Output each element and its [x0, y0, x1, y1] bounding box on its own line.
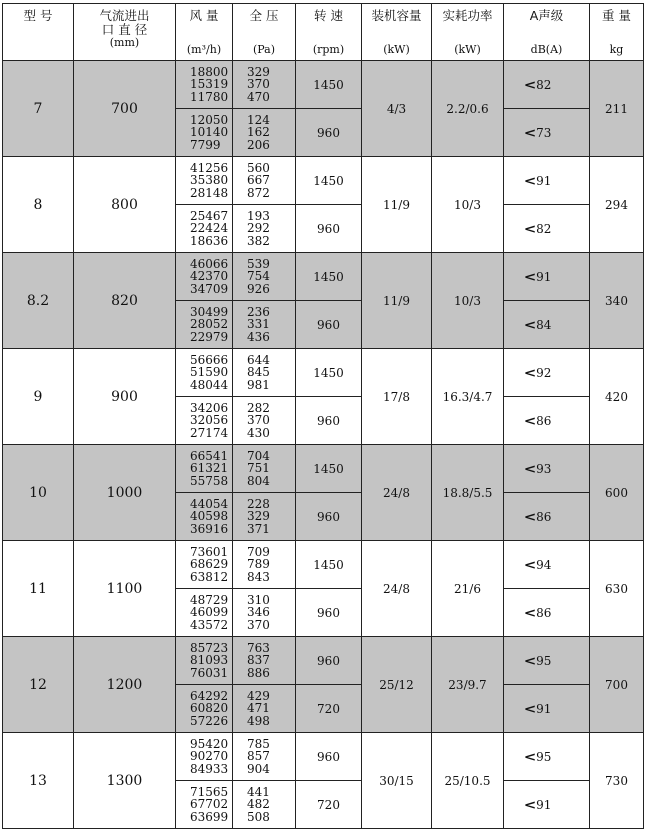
weight-cell: 730: [590, 733, 644, 829]
pressure-cell-value: 482: [247, 797, 270, 812]
flow-cell-value: 44054: [190, 496, 229, 511]
model-group: [3, 157, 644, 253]
capacity-cell: 4/3: [362, 61, 432, 157]
noise-value: 73: [536, 125, 552, 140]
diameter-cell: 820: [74, 253, 176, 349]
speed-cell: 1450: [296, 541, 362, 589]
noise-cell: [504, 109, 590, 157]
noise-value: 86: [536, 605, 552, 620]
pressure-cell-value: 845: [247, 365, 270, 380]
pressure-cell: [233, 589, 296, 637]
flow-cell-value: 76031: [190, 665, 229, 680]
diameter-cell: 700: [74, 61, 176, 157]
power-cell: 10/3: [432, 253, 504, 349]
speed-cell: 1450: [296, 253, 362, 301]
flow-cell: [176, 349, 233, 397]
table-row: [3, 157, 644, 205]
noise-value: 94: [536, 557, 552, 572]
flow-cell-value: 84933: [190, 761, 229, 776]
pressure-cell-value: 441: [247, 784, 270, 799]
pressure-cell-value: 837: [247, 653, 270, 668]
capacity-cell: 25/12: [362, 637, 432, 733]
noise-value: 86: [536, 509, 552, 524]
speed-cell: 960: [296, 589, 362, 637]
noise-cell: [504, 61, 590, 109]
pressure-cell-value: 804: [247, 473, 270, 488]
model-cell: 11: [3, 541, 74, 637]
pressure-cell: [233, 109, 296, 157]
flow-cell-value: 15319: [190, 77, 229, 92]
speed-cell: 960: [296, 493, 362, 541]
fan-spec-table: [2, 3, 644, 829]
less-than-symbol: <: [523, 221, 537, 236]
less-than-symbol: <: [523, 605, 537, 620]
capacity-cell: 24/8: [362, 445, 432, 541]
flow-cell: [176, 637, 233, 685]
speed-cell: 960: [296, 637, 362, 685]
flow-cell: [176, 253, 233, 301]
diameter-cell: 1100: [74, 541, 176, 637]
flow-cell-value: 43572: [190, 617, 229, 632]
pressure-cell: [233, 157, 296, 205]
power-cell: 10/3: [432, 157, 504, 253]
flow-cell-value: 55758: [190, 473, 229, 488]
model-cell: 7: [3, 61, 74, 157]
pressure-cell-value: 310: [247, 592, 270, 607]
less-than-symbol: <: [523, 365, 537, 380]
pressure-cell-value: 282: [247, 400, 270, 415]
noise-cell: [504, 541, 590, 589]
flow-cell-value: 27174: [190, 425, 229, 440]
pressure-cell-value: 329: [247, 509, 270, 524]
flow-cell-value: 30499: [190, 304, 229, 319]
weight-cell: 630: [590, 541, 644, 637]
less-than-symbol: <: [523, 701, 537, 716]
model-cell: 8: [3, 157, 74, 253]
header-speed: 转 速 (rpm): [296, 4, 362, 61]
pressure-cell-value: 508: [247, 809, 270, 824]
noise-value: 86: [536, 413, 552, 428]
noise-cell: [504, 733, 590, 781]
table-row: [3, 253, 644, 301]
flow-cell-value: 41256: [190, 160, 229, 175]
flow-cell-value: 51590: [190, 365, 229, 380]
model-group: [3, 349, 644, 445]
pressure-cell-value: 371: [247, 521, 270, 536]
capacity-cell: 30/15: [362, 733, 432, 829]
less-than-symbol: <: [523, 413, 537, 428]
pressure-cell: [233, 685, 296, 733]
diameter-cell: 800: [74, 157, 176, 253]
flow-cell-value: 36916: [190, 521, 229, 536]
speed-cell: 960: [296, 205, 362, 253]
pressure-cell-value: 872: [247, 185, 270, 200]
less-than-symbol: <: [523, 509, 537, 524]
weight-cell: 294: [590, 157, 644, 253]
header-diameter: 气流进出 口 直 径 (mm): [74, 4, 176, 61]
pressure-cell-value: 498: [247, 713, 270, 728]
flow-cell-value: 7799: [190, 137, 221, 152]
flow-cell-value: 40598: [190, 509, 229, 524]
flow-cell: [176, 445, 233, 493]
noise-value: 92: [536, 365, 552, 380]
speed-cell: 720: [296, 781, 362, 829]
flow-cell-value: 48044: [190, 377, 229, 392]
flow-cell-value: 48729: [190, 592, 229, 607]
noise-cell: [504, 637, 590, 685]
flow-cell-value: 11780: [190, 89, 229, 104]
noise-value: 91: [536, 701, 552, 716]
pressure-cell-value: 228: [247, 496, 270, 511]
flow-cell-value: 67702: [190, 797, 229, 812]
flow-cell-value: 71565: [190, 784, 229, 799]
model-group: [3, 253, 644, 349]
flow-cell: [176, 685, 233, 733]
model-group: [3, 541, 644, 637]
pressure-cell: [233, 445, 296, 493]
table-row: [3, 61, 644, 109]
pressure-cell-value: 346: [247, 605, 270, 620]
flow-cell-value: 90270: [190, 749, 229, 764]
flow-cell: [176, 157, 233, 205]
diameter-cell: 1200: [74, 637, 176, 733]
pressure-cell: [233, 733, 296, 781]
pressure-cell-value: 124: [247, 112, 270, 127]
weight-cell: 211: [590, 61, 644, 157]
noise-value: 93: [536, 461, 552, 476]
model-cell: 9: [3, 349, 74, 445]
diameter-cell: 1300: [74, 733, 176, 829]
model-group: [3, 733, 644, 829]
speed-cell: 960: [296, 733, 362, 781]
pressure-cell-value: 370: [247, 617, 270, 632]
noise-cell: [504, 685, 590, 733]
pressure-cell-value: 981: [247, 377, 270, 392]
pressure-cell: [233, 781, 296, 829]
capacity-cell: 11/9: [362, 253, 432, 349]
noise-cell: [504, 445, 590, 493]
speed-cell: 1450: [296, 445, 362, 493]
model-group: [3, 445, 644, 541]
diameter-cell: 900: [74, 349, 176, 445]
noise-cell: [504, 781, 590, 829]
pressure-cell-value: 560: [247, 160, 270, 175]
header-power: 实耗功率 (kW): [432, 4, 504, 61]
model-cell: 12: [3, 637, 74, 733]
flow-cell-value: 34206: [190, 400, 229, 415]
table-row: [3, 637, 644, 685]
flow-cell-value: 68629: [190, 557, 229, 572]
flow-cell: [176, 733, 233, 781]
pressure-cell-value: 382: [247, 233, 270, 248]
diameter-cell: 1000: [74, 445, 176, 541]
header-capacity: 装机容量 (kW): [362, 4, 432, 61]
flow-cell-value: 22979: [190, 329, 229, 344]
pressure-cell: [233, 301, 296, 349]
pressure-cell-value: 429: [247, 688, 270, 703]
speed-cell: 960: [296, 397, 362, 445]
flow-cell: [176, 301, 233, 349]
power-cell: 2.2/0.6: [432, 61, 504, 157]
pressure-cell: [233, 349, 296, 397]
speed-cell: 1450: [296, 157, 362, 205]
noise-cell: [504, 157, 590, 205]
pressure-cell-value: 236: [247, 304, 270, 319]
pressure-cell-value: 471: [247, 701, 270, 716]
flow-cell-value: 28052: [190, 317, 229, 332]
flow-cell-value: 42370: [190, 269, 229, 284]
table-row: [3, 541, 644, 589]
noise-cell: [504, 253, 590, 301]
capacity-cell: 17/8: [362, 349, 432, 445]
flow-cell-value: 18800: [190, 64, 229, 79]
pressure-cell-value: 751: [247, 461, 270, 476]
pressure-cell-value: 539: [247, 256, 270, 271]
speed-cell: 960: [296, 109, 362, 157]
flow-cell: [176, 589, 233, 637]
pressure-cell-value: 926: [247, 281, 270, 296]
flow-cell: [176, 541, 233, 589]
flow-cell-value: 63699: [190, 809, 229, 824]
table-row: [3, 445, 644, 493]
flow-cell-value: 73601: [190, 544, 229, 559]
flow-cell-value: 60820: [190, 701, 229, 716]
noise-cell: [504, 205, 590, 253]
flow-cell: [176, 109, 233, 157]
pressure-cell-value: 292: [247, 221, 270, 236]
header-noise: A声级 dB(A): [504, 4, 590, 61]
noise-cell: [504, 493, 590, 541]
noise-cell: [504, 397, 590, 445]
pressure-cell: [233, 253, 296, 301]
speed-cell: 720: [296, 685, 362, 733]
flow-cell-value: 35380: [190, 173, 229, 188]
pressure-cell-value: 857: [247, 749, 270, 764]
noise-cell: [504, 349, 590, 397]
pressure-cell-value: 644: [247, 352, 270, 367]
power-cell: 21/6: [432, 541, 504, 637]
header-model: 型 号: [3, 4, 74, 61]
pressure-cell: [233, 61, 296, 109]
flow-cell: [176, 493, 233, 541]
pressure-cell-value: 162: [247, 125, 270, 140]
less-than-symbol: <: [523, 125, 537, 140]
power-cell: 23/9.7: [432, 637, 504, 733]
less-than-symbol: <: [523, 317, 537, 332]
pressure-cell-value: 763: [247, 640, 270, 655]
weight-cell: 700: [590, 637, 644, 733]
pressure-cell-value: 709: [247, 544, 270, 559]
pressure-cell-value: 331: [247, 317, 270, 332]
capacity-cell: 11/9: [362, 157, 432, 253]
pressure-cell-value: 704: [247, 448, 270, 463]
flow-cell: [176, 397, 233, 445]
flow-cell-value: 10140: [190, 125, 229, 140]
pressure-cell-value: 470: [247, 89, 270, 104]
noise-value: 84: [536, 317, 552, 332]
flow-cell-value: 64292: [190, 688, 229, 703]
pressure-cell-value: 754: [247, 269, 270, 284]
model-cell: 8.2: [3, 253, 74, 349]
less-than-symbol: <: [523, 269, 537, 284]
flow-cell: [176, 205, 233, 253]
flow-cell-value: 61321: [190, 461, 229, 476]
pressure-cell-value: 785: [247, 736, 270, 751]
flow-cell-value: 12050: [190, 112, 229, 127]
flow-cell-value: 22424: [190, 221, 229, 236]
capacity-cell: 24/8: [362, 541, 432, 637]
power-cell: 25/10.5: [432, 733, 504, 829]
model-group: [3, 637, 644, 733]
flow-cell-value: 85723: [190, 640, 229, 655]
less-than-symbol: <: [523, 173, 537, 188]
speed-cell: 960: [296, 301, 362, 349]
flow-cell-value: 32056: [190, 413, 229, 428]
noise-value: 91: [536, 797, 552, 812]
flow-cell-value: 57226: [190, 713, 229, 728]
power-cell: 16.3/4.7: [432, 349, 504, 445]
noise-value: 95: [536, 653, 552, 668]
pressure-cell: [233, 493, 296, 541]
less-than-symbol: <: [523, 461, 537, 476]
flow-cell: [176, 781, 233, 829]
noise-value: 82: [536, 77, 552, 92]
pressure-cell: [233, 541, 296, 589]
pressure-cell-value: 667: [247, 173, 270, 188]
pressure-cell: [233, 205, 296, 253]
less-than-symbol: <: [523, 797, 537, 812]
weight-cell: 600: [590, 445, 644, 541]
noise-value: 91: [536, 269, 552, 284]
pressure-cell: [233, 397, 296, 445]
header-flow: 风 量 (m³/h): [176, 4, 233, 61]
flow-cell-value: 46099: [190, 605, 229, 620]
pressure-cell-value: 904: [247, 761, 270, 776]
flow-cell-value: 66541: [190, 448, 229, 463]
flow-cell-value: 28148: [190, 185, 229, 200]
model-cell: 13: [3, 733, 74, 829]
less-than-symbol: <: [523, 557, 537, 572]
table-row: [3, 733, 644, 781]
power-cell: 18.8/5.5: [432, 445, 504, 541]
model-cell: 10: [3, 445, 74, 541]
flow-cell-value: 34709: [190, 281, 229, 296]
table-row: [3, 349, 644, 397]
noise-value: 82: [536, 221, 552, 236]
flow-cell-value: 46066: [190, 256, 229, 271]
flow-cell-value: 18636: [190, 233, 229, 248]
pressure-cell-value: 206: [247, 137, 270, 152]
weight-cell: 340: [590, 253, 644, 349]
header-row: [3, 4, 644, 61]
pressure-cell-value: 436: [247, 329, 270, 344]
noise-value: 91: [536, 173, 552, 188]
less-than-symbol: <: [523, 749, 537, 764]
model-group: [3, 61, 644, 157]
pressure-cell-value: 843: [247, 569, 270, 584]
flow-cell-value: 63812: [190, 569, 229, 584]
less-than-symbol: <: [523, 77, 537, 92]
speed-cell: 1450: [296, 61, 362, 109]
weight-cell: 420: [590, 349, 644, 445]
flow-cell-value: 56666: [190, 352, 229, 367]
pressure-cell-value: 370: [247, 77, 270, 92]
pressure-cell: [233, 637, 296, 685]
speed-cell: 1450: [296, 349, 362, 397]
less-than-symbol: <: [523, 653, 537, 668]
flow-cell-value: 95420: [190, 736, 229, 751]
pressure-cell-value: 789: [247, 557, 270, 572]
flow-cell-value: 81093: [190, 653, 229, 668]
pressure-cell-value: 886: [247, 665, 270, 680]
pressure-cell-value: 193: [247, 208, 270, 223]
flow-cell-value: 25467: [190, 208, 229, 223]
noise-cell: [504, 301, 590, 349]
header-pressure: 全 压 (Pa): [233, 4, 296, 61]
pressure-cell-value: 430: [247, 425, 270, 440]
pressure-cell-value: 370: [247, 413, 270, 428]
pressure-cell-value: 329: [247, 64, 270, 79]
noise-cell: [504, 589, 590, 637]
flow-cell: [176, 61, 233, 109]
header-weight: 重 量 kg: [590, 4, 644, 61]
noise-value: 95: [536, 749, 552, 764]
